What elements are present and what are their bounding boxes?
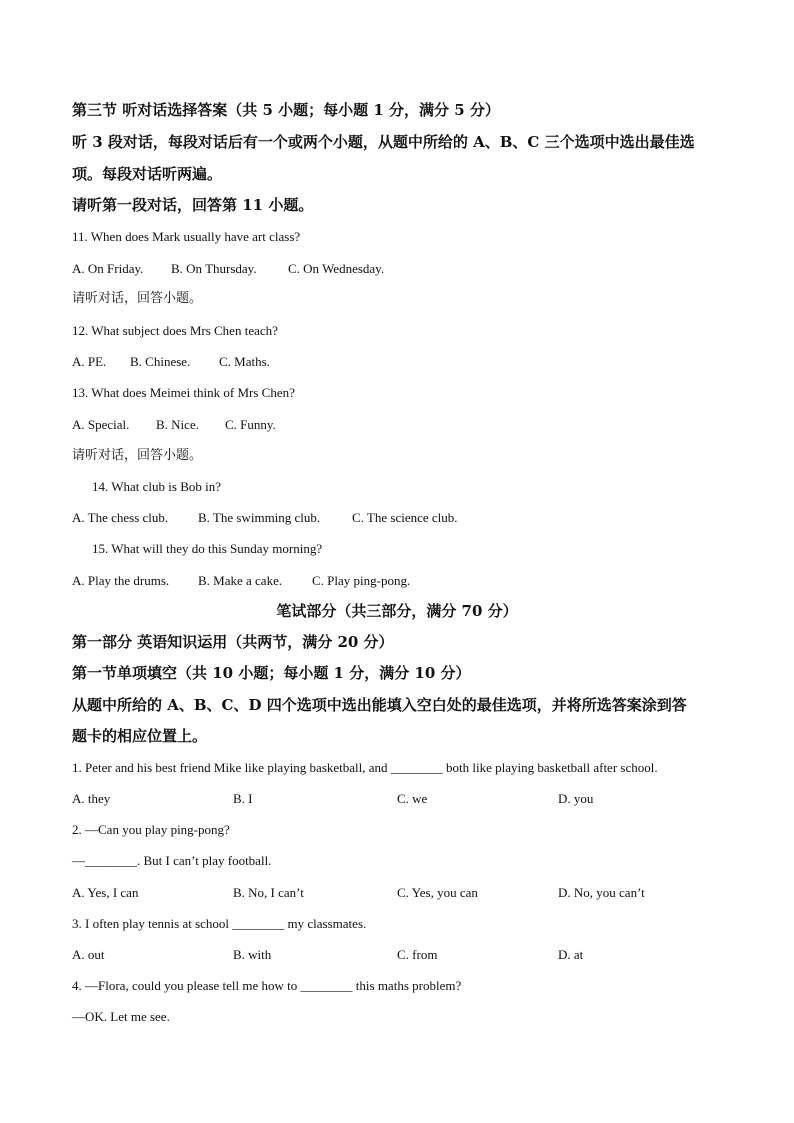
- option-b: B. Chinese.: [130, 354, 191, 369]
- option-b: B. with: [233, 947, 272, 962]
- question-text: 13. What does Meimei think of Mrs Chen?: [72, 385, 295, 400]
- option-b: B. I: [233, 791, 253, 806]
- option-d: D. at: [558, 947, 584, 962]
- question-text: 11. When does Mark usually have art class?: [72, 229, 301, 244]
- option-b: B. On Thursday.: [171, 261, 257, 276]
- option-a: A. they: [72, 791, 111, 806]
- section-heading: 第三节 听对话选择答案（共 5 小题；每小题 1 分，满分 5 分）: [72, 101, 500, 119]
- question-text: 14. What club is Bob in?: [92, 479, 222, 494]
- option-a: A. Yes, I can: [72, 885, 139, 900]
- instruction-line: 听 3 段对话，每段对话后有一个或两个小题，从题中所给的 A、B、C 三个选项中选出最佳选: [72, 133, 695, 151]
- question-text: 3. I often play tennis at school ________ my classmates.: [72, 916, 367, 931]
- question-text: 15. What will they do this Sunday morning?: [92, 541, 323, 556]
- written-part-title: 笔试部分（共三部分，满分 70 分）: [276, 602, 518, 620]
- question-reply: —OK. Let me see.: [72, 1009, 170, 1024]
- instruction-line: 从题中所给的 A、B、C、D 四个选项中选出能填入空白处的最佳选项，并将所选答案涂到答: [72, 696, 687, 714]
- instruction-line: 题卡的相应位置上。: [72, 727, 208, 745]
- option-a: A. On Friday.: [72, 261, 144, 276]
- option-b: B. The swimming club.: [198, 510, 321, 525]
- option-b: B. No, I can’t: [233, 885, 304, 900]
- dialog-prompt: 请听第一段对话，回答第 11 小题。: [72, 196, 314, 214]
- option-c: C. On Wednesday.: [288, 261, 385, 276]
- question-text: 4. —Flora, could you please tell me how to ________ this maths problem?: [72, 978, 462, 993]
- option-c: C. we: [397, 791, 428, 806]
- question-text: 12. What subject does Mrs Chen teach?: [72, 323, 278, 338]
- option-c: C. Funny.: [225, 417, 276, 432]
- option-d: D. you: [558, 791, 594, 806]
- option-a: A. The chess club.: [72, 510, 169, 525]
- option-a: A. Play the drums.: [72, 573, 170, 588]
- option-a: A. Special.: [72, 417, 130, 432]
- section-heading: 第一节单项填空（共 10 小题；每小题 1 分，满分 10 分）: [72, 664, 471, 682]
- option-d: D. No, you can’t: [558, 885, 645, 900]
- dialog-prompt: 请听对话，回答小题。: [72, 448, 203, 463]
- option-c: C. Play ping-pong.: [312, 573, 411, 588]
- option-c: C. The science club.: [352, 510, 458, 525]
- part-heading: 第一部分 英语知识运用（共两节，满分 20 分）: [72, 633, 394, 651]
- question-text: 2. —Can you play ping-pong?: [72, 822, 230, 837]
- question-reply: —________. But I can’t play football.: [72, 853, 272, 868]
- instruction-line: 项。每段对话听两遍。: [72, 165, 223, 183]
- option-c: C. Maths.: [219, 354, 270, 369]
- option-c: C. Yes, you can: [397, 885, 478, 900]
- option-b: B. Nice.: [156, 417, 199, 432]
- option-a: A. out: [72, 947, 105, 962]
- option-c: C. from: [397, 947, 438, 962]
- option-b: B. Make a cake.: [198, 573, 283, 588]
- dialog-prompt: 请听对话，回答小题。: [72, 291, 203, 306]
- question-text: 1. Peter and his best friend Mike like playing basketball, and ________ both like playing basketball after school.: [72, 760, 658, 775]
- option-a: A. PE.: [72, 354, 107, 369]
